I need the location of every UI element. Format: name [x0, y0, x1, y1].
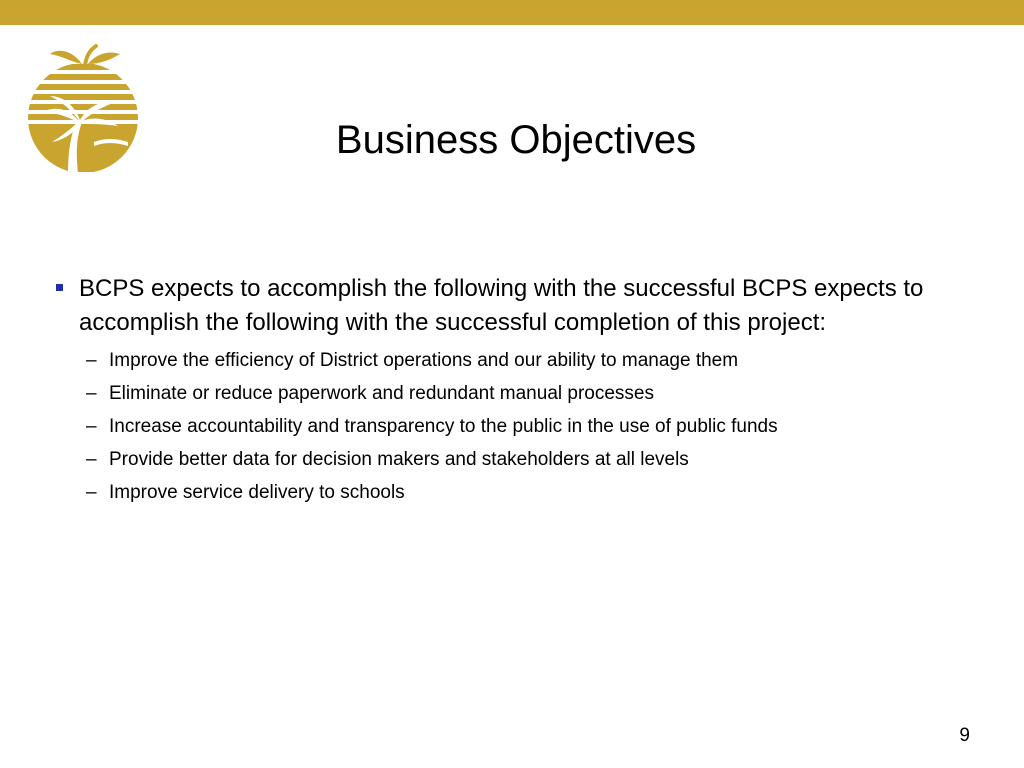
apple-palm-tree-logo-icon — [24, 42, 142, 172]
sub-bullet-item — [56, 443, 976, 476]
top-accent-bar — [0, 0, 1024, 25]
sub-bullet-list — [56, 344, 976, 509]
dash-bullet-icon: – — [86, 482, 97, 503]
main-bullet-text: BCPS expects to accomplish the following with the successful BCPS expects to accomplish the following with the successful completion of this project: — [79, 275, 924, 336]
sub-bullet-text: Improve service delivery to schools — [109, 482, 405, 503]
page-number: 9 — [959, 725, 970, 746]
sub-bullet-item — [56, 476, 976, 509]
slide-content — [56, 272, 976, 509]
sub-bullet-text: Increase accountability and transparency to the public in the use of public funds — [109, 416, 778, 437]
sub-bullet-item — [56, 344, 976, 377]
dash-bullet-icon: – — [86, 350, 97, 371]
square-bullet-icon — [56, 284, 63, 291]
main-bullet — [56, 272, 976, 340]
dash-bullet-icon: – — [86, 416, 97, 437]
sub-bullet-text: Provide better data for decision makers and stakeholders at all levels — [109, 449, 689, 470]
sub-bullet-item — [56, 410, 976, 443]
dash-bullet-icon: – — [86, 449, 97, 470]
sub-bullet-text: Eliminate or reduce paperwork and redundant manual processes — [109, 383, 654, 404]
slide-title: Business Objectives — [335, 118, 697, 162]
dash-bullet-icon: – — [86, 383, 97, 404]
sub-bullet-item — [56, 377, 976, 410]
sub-bullet-text: Improve the efficiency of District operations and our ability to manage them — [109, 350, 739, 371]
